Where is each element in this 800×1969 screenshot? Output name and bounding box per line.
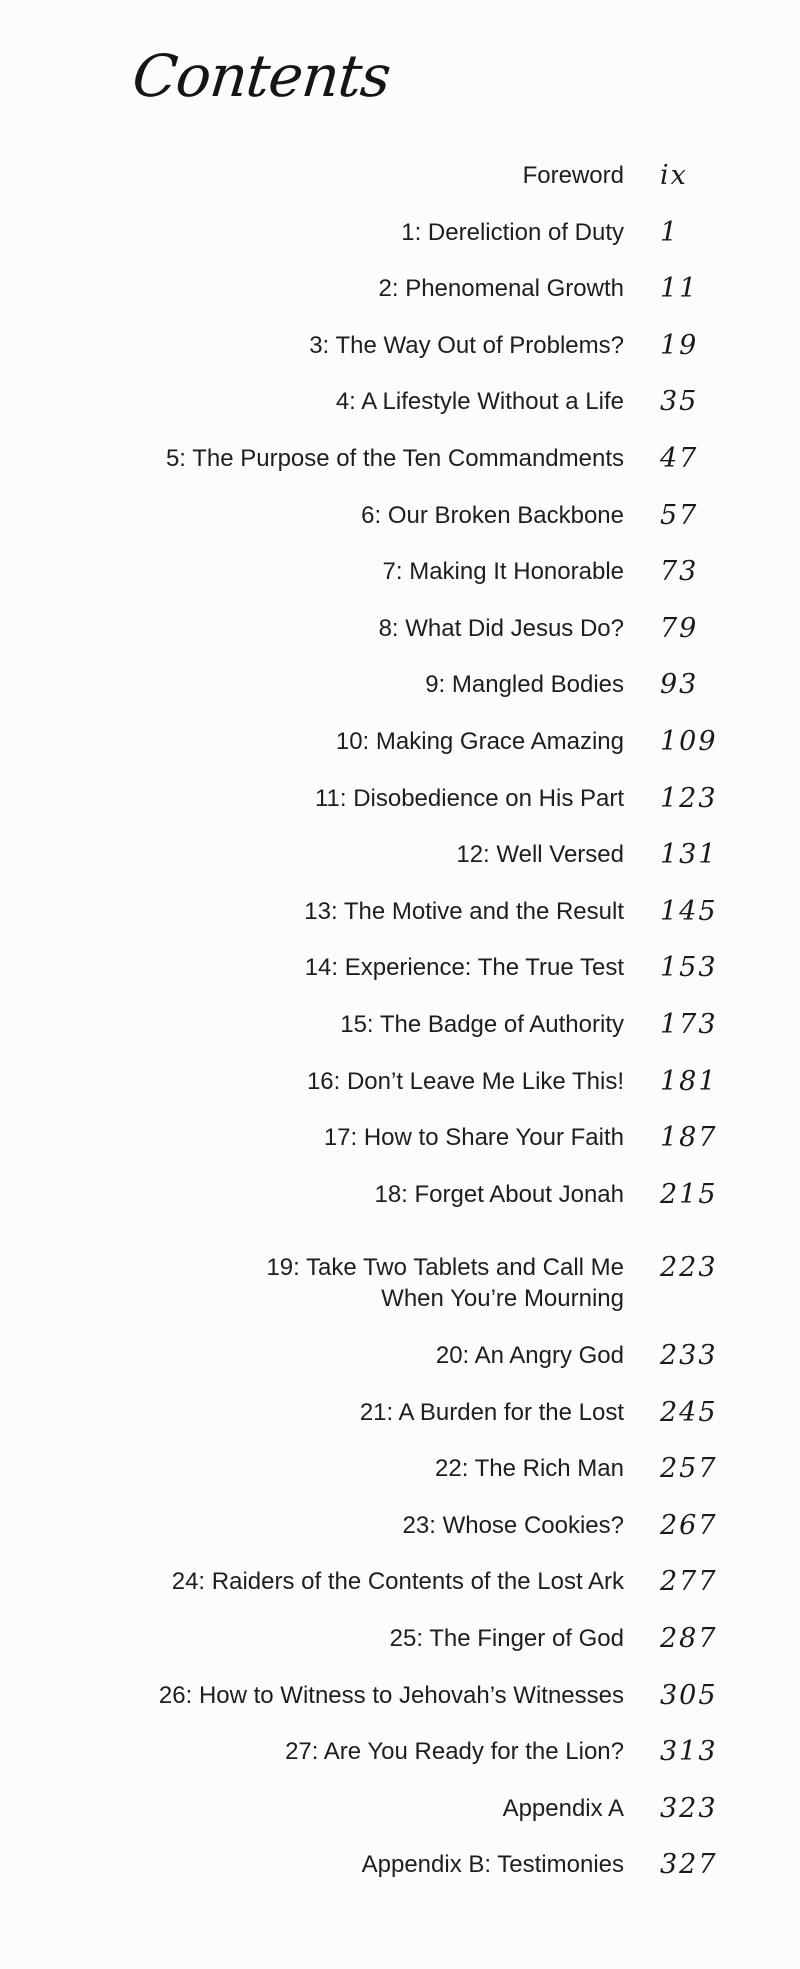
entry-title: 17: How to Share Your Faith bbox=[323, 1124, 624, 1151]
entry-title: 5: The Purpose of the Ten Commandments bbox=[165, 445, 624, 472]
entry-page-number: 181 bbox=[660, 1066, 718, 1097]
entry-page-number: 215 bbox=[660, 1179, 718, 1210]
entry-title: 12: Well Versed bbox=[456, 841, 624, 868]
entry-page-number: 327 bbox=[660, 1849, 718, 1880]
entry-page-number: 131 bbox=[660, 839, 718, 870]
entry-title: 23: Whose Cookies? bbox=[402, 1512, 624, 1539]
entry-page-number: 245 bbox=[660, 1397, 718, 1428]
entry-title: 21: A Burden for the Lost bbox=[359, 1399, 624, 1426]
entry-title: Appendix B: Testimonies bbox=[361, 1851, 624, 1878]
entry-page-number: 79 bbox=[660, 613, 699, 644]
entry-title: Foreword bbox=[522, 162, 624, 189]
entry-page-number: 233 bbox=[660, 1340, 718, 1371]
entry-title: 2: Phenomenal Growth bbox=[378, 275, 624, 302]
entry-title: 7: Making It Honorable bbox=[382, 558, 624, 585]
entry-page-number: 277 bbox=[660, 1566, 718, 1597]
entry-title: 24: Raiders of the Contents of the Lost Ark bbox=[171, 1568, 624, 1595]
entry-title: 9: Mangled Bodies bbox=[425, 671, 624, 698]
entry-page-number: 257 bbox=[660, 1453, 718, 1484]
entry-title: 19: Take Two Tablets and Call Me When You’re Mourning bbox=[266, 1254, 624, 1312]
entry-page-number: 187 bbox=[660, 1122, 718, 1153]
entry-title: 6: Our Broken Backbone bbox=[361, 502, 624, 529]
entry-title: 18: Forget About Jonah bbox=[374, 1181, 624, 1208]
entry-page-number: 73 bbox=[660, 556, 699, 587]
entry-page-number: 123 bbox=[660, 783, 718, 814]
entry-page-number: 57 bbox=[660, 500, 699, 531]
entry-title: 13: The Motive and the Result bbox=[304, 898, 624, 925]
entry-title: 3: The Way Out of Problems? bbox=[309, 332, 624, 359]
entry-page-number: 109 bbox=[660, 726, 718, 757]
page-title: Contents bbox=[129, 42, 394, 110]
entry-page-number: 19 bbox=[660, 330, 699, 361]
entry-page-number: 11 bbox=[660, 273, 699, 304]
entry-title: 4: A Lifestyle Without a Life bbox=[335, 388, 624, 415]
entry-page-number: 35 bbox=[660, 386, 699, 417]
entry-page-number: 267 bbox=[660, 1510, 718, 1541]
entry-page-number: 173 bbox=[660, 1009, 718, 1040]
entry-title: 14: Experience: The True Test bbox=[304, 954, 624, 981]
entry-page-number: 153 bbox=[660, 952, 718, 983]
entry-page-number: 1 bbox=[660, 217, 680, 248]
entry-title: 27: Are You Ready for the Lion? bbox=[285, 1738, 624, 1765]
entry-title: 20: An Angry God bbox=[435, 1342, 624, 1369]
entry-title: 8: What Did Jesus Do? bbox=[378, 615, 624, 642]
entry-title: Appendix A bbox=[502, 1795, 624, 1822]
entry-title: 15: The Badge of Authority bbox=[340, 1011, 624, 1038]
entry-page-number: 47 bbox=[660, 443, 699, 474]
entry-page-number: 313 bbox=[660, 1736, 718, 1767]
entry-title: 1: Dereliction of Duty bbox=[401, 219, 624, 246]
entry-page-number: 93 bbox=[660, 669, 699, 700]
entry-page-number: ix bbox=[660, 160, 688, 191]
entry-page-number: 287 bbox=[660, 1623, 718, 1654]
entry-title: 16: Don’t Leave Me Like This! bbox=[306, 1068, 624, 1095]
entry-page-number: 323 bbox=[660, 1793, 718, 1824]
entry-title: 25: The Finger of God bbox=[389, 1625, 624, 1652]
entry-title: 26: How to Witness to Jehovah’s Witnesses bbox=[158, 1682, 624, 1709]
entry-page-number: 145 bbox=[660, 896, 718, 927]
entry-title: 10: Making Grace Amazing bbox=[335, 728, 624, 755]
entry-page-number: 305 bbox=[660, 1680, 718, 1711]
entry-title: 11: Disobedience on His Part bbox=[314, 785, 624, 812]
entry-title: 22: The Rich Man bbox=[435, 1455, 624, 1482]
entry-page-number: 223 bbox=[660, 1252, 718, 1283]
